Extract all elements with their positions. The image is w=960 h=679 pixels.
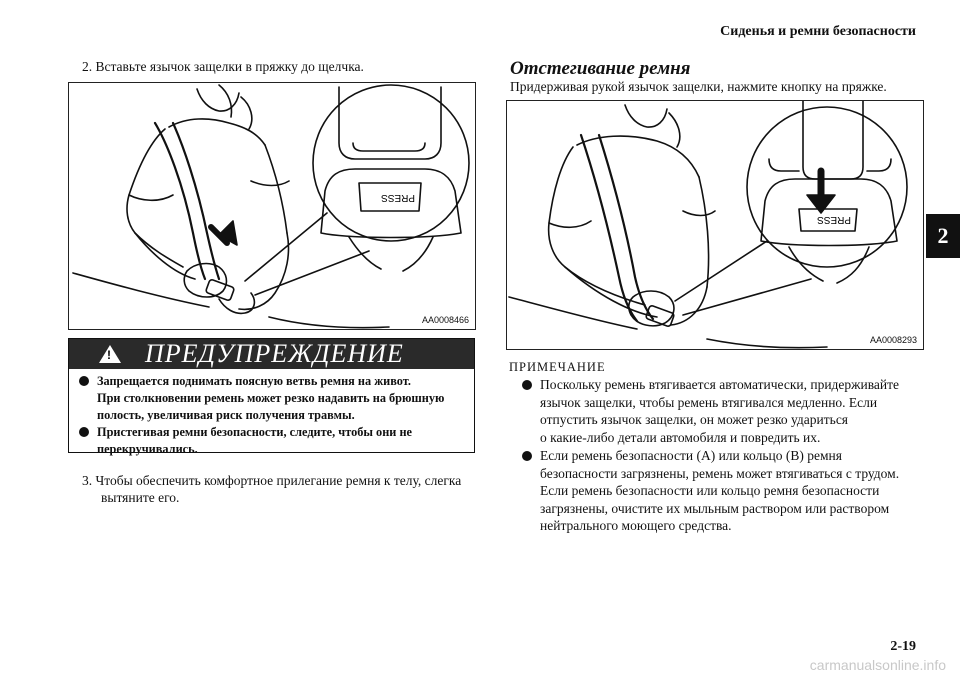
step-2-text: 2. Вставьте язычок защелки в пряжку до щелчка. <box>82 59 364 74</box>
bullet-icon <box>522 380 532 390</box>
warning-header <box>69 339 474 369</box>
warning-triangle-icon: ! <box>99 345 121 363</box>
page-header-title: Сиденья и ремни безопасности <box>720 24 916 39</box>
figure-insert-tongue <box>68 82 476 330</box>
warning-box <box>68 338 475 456</box>
press-label: PRESS <box>381 192 415 203</box>
warning-item: Запрещается поднимать поясную ветвь ремня на живот. При столкновении ремень может резко надавить на брюшную полость, увеличивая риск получения травмы. <box>79 373 444 424</box>
page-number: 2-19 <box>890 639 916 654</box>
section-intro: Придерживая рукой язычок защелки, нажмите кнопку на пряжке. <box>510 79 887 94</box>
figure-code: AA0008293 <box>869 335 917 345</box>
seatbelt-release-illustration <box>507 101 923 349</box>
seatbelt-insert-illustration <box>69 83 475 329</box>
note-title: ПРИМЕЧАНИЕ <box>509 360 606 374</box>
figure-code: AA0008466 <box>421 315 469 325</box>
watermark: carmanualsonline.info <box>809 657 946 673</box>
note-item: Поскольку ремень втягивается автоматически, придерживайте язычок защелки, чтобы ремень втягивался медленно. Если отпустить язычок защелки, он может резко удариться о какие-либо детали автомобиля и повредить их. <box>522 376 899 446</box>
warning-item: Пристегивая ремни безопасности, следите, чтобы они не перекручивались. <box>79 424 412 458</box>
chapter-tab: 2 <box>926 214 960 258</box>
step-3-text: 3. Чтобы обеспечить комфортное прилегание ремня к телу, слегка вытяните его. <box>82 473 462 505</box>
figure-release-buckle <box>506 100 924 350</box>
section-title: Отстегивание ремня <box>510 58 691 79</box>
press-label: PRESS <box>817 214 851 225</box>
bullet-icon <box>522 451 532 461</box>
note-item: Если ремень безопасности (A) или кольцо (B) ремня безопасности загрязнены, ремень может втягиваться с трудом. Если ремень безопасности или кольцо ремня безопасности загрязнены, очистите их мыльным раствором или раствором нейтрального моющего средства. <box>522 447 899 535</box>
bullet-icon <box>79 427 89 437</box>
warning-title: ПРЕДУПРЕЖДЕНИЕ <box>145 339 404 368</box>
bullet-icon <box>79 376 89 386</box>
